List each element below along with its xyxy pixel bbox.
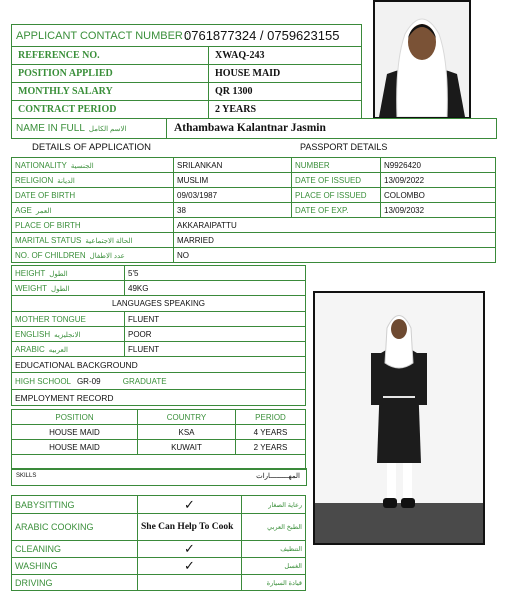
- position-applied-label: POSITION APPLIED: [18, 68, 113, 79]
- skills-header: [11, 468, 307, 486]
- employment-row: [12, 425, 306, 440]
- skill-babysitting-check-icon: ✓: [138, 496, 242, 514]
- details-row: [12, 188, 496, 203]
- skill-arabic-cooking-value: She Can Help To Cook: [138, 514, 242, 541]
- age-value: 38: [174, 203, 292, 218]
- skill-driving-value: [138, 575, 242, 591]
- monthly-salary-label: MONTHLY SALARY: [18, 86, 113, 97]
- reference-value: XWAQ-243: [215, 50, 265, 61]
- details-row: [12, 233, 496, 248]
- reference-label: REFERENCE NO.: [18, 50, 100, 61]
- education-cell: [12, 373, 306, 390]
- job-info-row: [12, 101, 361, 118]
- full-name-row: [11, 118, 497, 139]
- skill-cleaning-label: CLEANING: [12, 541, 138, 558]
- nationality-label: NATIONALITY الجنسية: [12, 158, 174, 173]
- job-info-row: [12, 47, 361, 65]
- skill-row: [12, 514, 306, 541]
- weight-row: [12, 281, 306, 296]
- height-value: 5'5: [125, 266, 306, 281]
- date-of-birth-label: DATE OF BIRTH: [12, 188, 174, 203]
- skill-washing-arabic: الغسل: [242, 558, 306, 575]
- skills-table: [11, 495, 306, 591]
- skill-cleaning-check-icon: ✓: [138, 541, 242, 558]
- contract-period-label: CONTRACT PERIOD: [18, 104, 117, 115]
- position-applied-value: HOUSE MAID: [215, 68, 281, 79]
- height-row: [12, 266, 306, 281]
- marital-status-label: MARITAL STATUS الحالة الاجتماعية: [12, 233, 174, 248]
- nationality-value: SRILANKAN: [174, 158, 292, 173]
- employment-country: KSA: [138, 425, 236, 440]
- skill-babysitting-arabic: رعاية الصغار: [242, 496, 306, 514]
- weight-value: 49KG: [125, 281, 306, 296]
- employment-header-position: POSITION: [12, 410, 138, 425]
- job-info-table: [11, 46, 362, 119]
- education-title: EDUCATIONAL BACKGROUND: [12, 357, 306, 373]
- children-value: NO: [174, 248, 496, 263]
- monthly-salary-value: QR 1300: [215, 86, 253, 97]
- place-of-issue-label: PLACE OF ISSUED: [292, 188, 381, 203]
- skill-babysitting-label: BABYSITTING: [12, 496, 138, 514]
- mother-tongue-value: FLUENT: [125, 312, 306, 327]
- job-info-row: [12, 83, 361, 101]
- age-label: AGE العمر: [12, 203, 174, 218]
- details-row: [12, 218, 496, 233]
- skills-label: SKILLS: [16, 473, 37, 479]
- details-table: [11, 157, 496, 263]
- full-name-label: [16, 123, 126, 134]
- skills-label-arabic: المهـــــــــارات: [256, 473, 300, 480]
- english-value: POOR: [125, 327, 306, 342]
- arabic-label: ARABIC العربيه: [12, 342, 125, 357]
- education-row: [12, 373, 306, 390]
- high-school-label: HIGH SCHOOL: [15, 376, 71, 386]
- languages-title: LANGUAGES SPEAKING: [12, 296, 306, 312]
- passport-details-title: PASSPORT DETAILS: [300, 142, 388, 152]
- english-label: ENGLISH الانجليزيه: [12, 327, 125, 342]
- place-of-birth-value: AKKARAIPATTU: [174, 218, 496, 233]
- religion-value: MUSLIM: [174, 173, 292, 188]
- skill-driving-label: DRIVING: [12, 575, 138, 591]
- place-of-birth-label: PLACE OF BIRTH: [12, 218, 174, 233]
- skill-cleaning-arabic: التنظيف: [242, 541, 306, 558]
- contact-number-value: 0761877324 / 0759623155: [184, 28, 340, 43]
- mother-tongue-label: MOTHER TONGUE: [12, 312, 125, 327]
- details-row: [12, 173, 496, 188]
- language-row: [12, 342, 306, 357]
- job-info-row: [12, 65, 361, 83]
- full-name-label-text: NAME IN FULL: [16, 123, 85, 134]
- employment-country: KUWAIT: [138, 440, 236, 455]
- skill-row: [12, 541, 306, 558]
- skill-arabic-cooking-label: ARABIC COOKING: [12, 514, 138, 541]
- employment-header-row: [12, 410, 306, 425]
- employment-position: HOUSE MAID: [12, 440, 138, 455]
- skill-arabic-cooking-arabic: الطبخ العربي: [242, 514, 306, 541]
- height-label: HEIGHT الطول: [12, 266, 125, 281]
- employment-position: HOUSE MAID: [12, 425, 138, 440]
- applicant-portrait-photo: [373, 0, 471, 119]
- passport-number-value: N9926420: [381, 158, 496, 173]
- employment-row: [12, 440, 306, 455]
- arabic-value: FLUENT: [125, 342, 306, 357]
- physical-languages-table: [11, 265, 306, 406]
- skill-row: [12, 558, 306, 575]
- language-row: [12, 327, 306, 342]
- employment-period: 4 YEARS: [236, 425, 306, 440]
- language-row: [12, 312, 306, 327]
- contract-period-value: 2 YEARS: [215, 104, 257, 115]
- full-name-value: Athambawa Kalantnar Jasmin: [174, 122, 326, 134]
- skill-washing-label: WASHING: [12, 558, 138, 575]
- date-of-expiry-label: DATE OF EXP.: [292, 203, 381, 218]
- religion-label: RELIGION الديانة: [12, 173, 174, 188]
- children-label: NO. OF CHILDREN عدد الاطفال: [12, 248, 174, 263]
- employment-header-country: COUNTRY: [138, 410, 236, 425]
- marital-status-value: MARRIED: [174, 233, 496, 248]
- employment-header-period: PERIOD: [236, 410, 306, 425]
- weight-label: WEIGHT الطول: [12, 281, 125, 296]
- skill-row: [12, 575, 306, 591]
- education-result: GRADUATE: [122, 376, 167, 386]
- employment-period: 2 YEARS: [236, 440, 306, 455]
- contact-number-row: [11, 24, 362, 47]
- place-of-issue-value: COLOMBO: [381, 188, 496, 203]
- applicant-full-body-photo: [313, 291, 485, 545]
- date-of-issue-label: DATE OF ISSUED: [292, 173, 381, 188]
- details-row: [12, 158, 496, 173]
- contact-number-label: APPLICANT CONTACT NUMBER :: [16, 30, 189, 42]
- full-name-label-arabic: الاسم الكامل: [88, 126, 127, 133]
- passport-number-label: NUMBER: [292, 158, 381, 173]
- date-of-expiry-value: 13/09/2032: [381, 203, 496, 218]
- employment-table: [11, 409, 306, 470]
- details-row: [12, 203, 496, 218]
- date-of-issue-value: 13/09/2022: [381, 173, 496, 188]
- skill-row: [12, 496, 306, 514]
- grade-value: GR-09: [76, 376, 101, 386]
- employment-title: EMPLOYMENT RECORD: [12, 390, 306, 406]
- date-of-birth-value: 09/03/1987: [174, 188, 292, 203]
- details-row: [12, 248, 496, 263]
- skill-driving-arabic: قيادة السيارة: [242, 575, 306, 591]
- details-of-application-title: DETAILS OF APPLICATION: [32, 142, 151, 153]
- skill-washing-check-icon: ✓: [138, 558, 242, 575]
